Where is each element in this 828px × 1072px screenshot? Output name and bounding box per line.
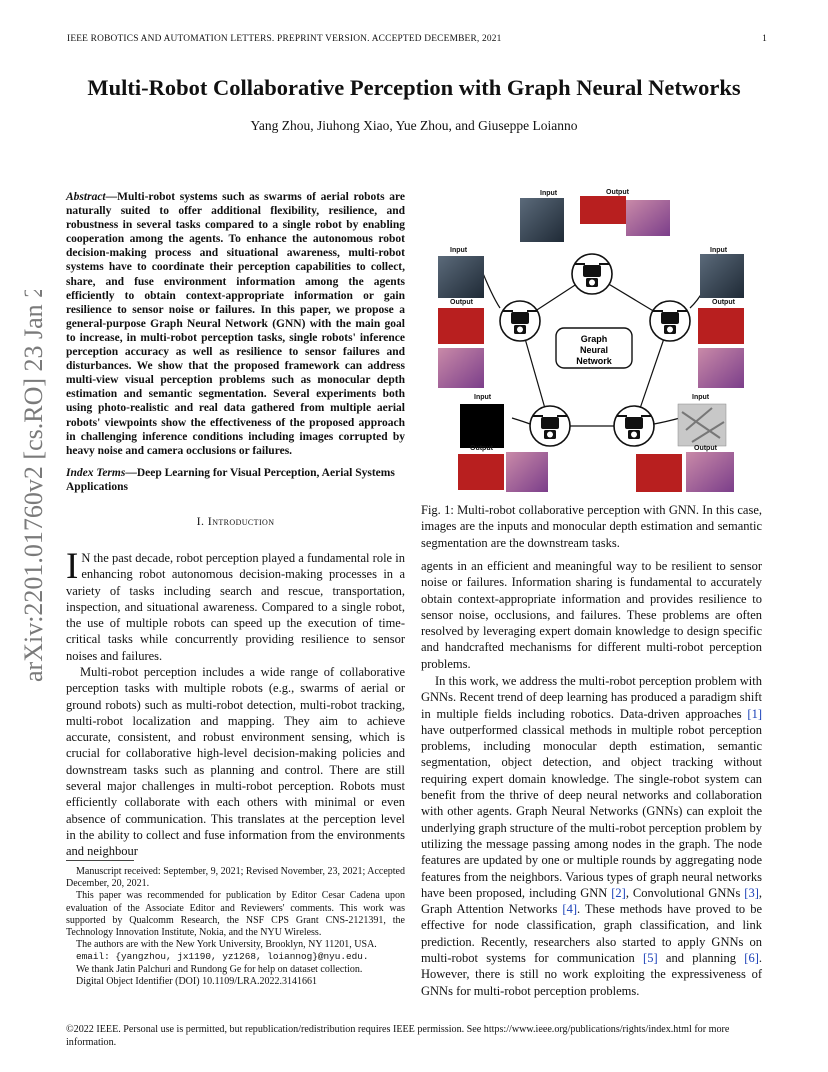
intro-p1-text: N the past decade, robot perception played a fundamental role in enhancing robot autonomous decision-making processes in a variety of tasks including search and rescue, transportation, inspection, and situational awareness. Compared to a single robot, the use of multiple robots can speed up the execution of time-critical tasks while concurrently providing resilience to sensor noises and failures. bbox=[66, 551, 405, 663]
citation-link-4[interactable]: [4] bbox=[562, 902, 577, 917]
gnn-label-line3: Network bbox=[576, 356, 612, 366]
rp2-d: , Graph Attention Networks bbox=[421, 885, 762, 917]
footnote-thanks: We thank Jatin Palchuri and Rundong Ge for help on dataset collection. bbox=[76, 963, 363, 975]
rp2-g: . However, there is still no work exploiting the expressiveness of GNNs for multi-robot perception problems. bbox=[421, 951, 762, 998]
seg-output-bottom-left bbox=[506, 452, 548, 492]
footnote-doi: Digital Object Identifier (DOI) 10.1109/LRA.2022.3141661 bbox=[76, 975, 317, 987]
depth-output-bottom-right bbox=[636, 454, 682, 492]
footnote-editor: This paper was recommended for publication by Editor Cesar Cadena upon evaluation of the Associate Editor and Reviewers' comments. This work was supported by Qualcomm Research, the NSF CPS Grant CNS-2121391, the Technology Innovation Institute, Nokia, and the NYU Wireless. bbox=[66, 890, 405, 939]
rp2-e: . These methods have proved to be effective for node classification, graph classification, and link prediction. Recently, researchers also started to apply GNNs on multi-robot systems for communication bbox=[421, 902, 762, 966]
seg-output-right bbox=[698, 348, 744, 388]
label-input-top: Input bbox=[540, 190, 558, 197]
footnote-rule bbox=[66, 860, 134, 861]
drone-node-bottom-left bbox=[530, 406, 570, 446]
gnn-label-line1: Graph bbox=[580, 334, 608, 344]
label-output-bottom-left: Output bbox=[470, 445, 493, 452]
depth-output-top bbox=[580, 196, 626, 224]
label-input-bottom-left: Input bbox=[474, 394, 492, 401]
abstract-label: Abstract bbox=[66, 191, 106, 203]
paper-title: Multi-Robot Collaborative Perception with Graph Neural Networks bbox=[87, 75, 741, 100]
citation-link-6[interactable]: [6] bbox=[744, 951, 759, 966]
rp2-b: have outperformed classical methods in multiple robot perception problems, including monocular depth estimation, semantic segmentation, object detection, and object tracking without requiring expert domain knowledge. The single-robot system can benefit from the thrive of deep neural networks and collaboration with other agents. Graph Neural Networks (GNNs) can exploit the underlying graph structure of the multi-robot perception problem by utilizing the message passing among nodes in the graph. The node features are updated by one or multiple rounds by aggregating node features from the neighbors. Various types of graph neural networks have been proposed, including GNN bbox=[421, 722, 762, 900]
footnotes bbox=[66, 866, 405, 988]
drop-cap: I bbox=[66, 546, 79, 587]
drone-node-right bbox=[650, 301, 690, 341]
depth-output-left bbox=[438, 308, 484, 344]
arxiv-stamp-text: arXiv:2201.01760v2 [cs.RO] 23 Jan 2022 bbox=[19, 290, 48, 682]
copyright-notice: ©2022 IEEE. Personal use is permitted, but republication/redistribution requires IEEE permission. See https://www.ieee.org/publications/rights/index.html for more information. bbox=[66, 1024, 730, 1048]
footnote-email: email: {yangzhou, jx1190, yz1268, loiannog}@nyu.edu. bbox=[76, 951, 369, 963]
index-terms bbox=[66, 466, 405, 494]
input-image-top bbox=[520, 198, 564, 242]
rp2-f: and planning bbox=[657, 951, 745, 966]
figure-1 bbox=[430, 186, 766, 494]
label-output-top: Output bbox=[606, 189, 629, 196]
paper-authors: Yang Zhou, Jiuhong Xiao, Yue Zhou, and Giuseppe Loianno bbox=[250, 118, 578, 133]
right-paragraph-2 bbox=[421, 673, 762, 999]
citation-link-2[interactable]: [2] bbox=[611, 885, 626, 900]
footnote-affiliation: The authors are with the New York University, Brooklyn, NY 11201, USA. bbox=[76, 939, 377, 951]
drone-node-left bbox=[500, 301, 540, 341]
running-head-text: IEEE ROBOTICS AND AUTOMATION LETTERS. PREPRINT VERSION. ACCEPTED DECEMBER, 2021 bbox=[67, 34, 502, 44]
seg-output-bottom-right bbox=[686, 452, 734, 492]
running-header bbox=[67, 34, 767, 44]
drone-node-bottom-right bbox=[614, 406, 654, 446]
index-terms-text: —Deep Learning for Visual Perception, Aerial Systems Applications bbox=[66, 467, 395, 494]
figure-caption: Fig. 1: Multi-robot collaborative perception with GNN. In this case, images are the inputs and monocular depth estimation and semantic segmentation are the downstream tasks. bbox=[421, 503, 762, 550]
label-output-right: Output bbox=[712, 299, 735, 306]
right-paragraph-1: agents in an efficient and meaningful way to be resilient to sensor noise or failures. Information sharing is fundamental to accurately obtain context-appropriate information and provides resilience to sensor noise, occlusions, and failures. These problems are often resolved by leveraging expert domain knowledge to design specific and handcrafted mechanisms for different multi-robot perception problems. bbox=[421, 559, 762, 671]
abstract bbox=[66, 190, 405, 458]
gnn-label-line2: Neural bbox=[579, 345, 609, 355]
citation-link-5[interactable]: [5] bbox=[643, 951, 658, 966]
intro-paragraph-2: Multi-robot perception includes a wide range of collaborative perception tasks with multiple robots (e.g., swarms of aerial or ground robots) such as multi-robot detection, multi-robot tracking, multi-robot localization and mapping. They aim to achieve accurate, consistent, and robust environment sensing, which is crucial for collaborative high-level decision-making policies and downstream tasks such as planning and control. There are still several major challenges in multi-robot perception. Robots must efficiently collaborate with each others with minimal or even absence of communication. This translates at the perception level in the ability to collect and fuse information from the environments and neighbour bbox=[66, 665, 405, 859]
rp2-c: , Convolutional GNNs bbox=[625, 885, 745, 900]
seg-output-top bbox=[626, 200, 670, 236]
label-output-bottom-right: Output bbox=[694, 445, 717, 452]
label-input-left: Input bbox=[450, 247, 468, 254]
label-input-bottom-right: Input bbox=[692, 394, 710, 401]
figure-1-graphic bbox=[430, 186, 766, 494]
drone-node-top bbox=[572, 254, 612, 294]
input-image-bottom-left bbox=[460, 404, 504, 448]
input-image-left bbox=[438, 256, 484, 298]
depth-output-right bbox=[698, 308, 744, 344]
page-number: 1 bbox=[762, 34, 767, 44]
citation-link-1[interactable]: [1] bbox=[747, 706, 762, 721]
label-input-right: Input bbox=[710, 247, 728, 254]
input-image-right bbox=[700, 254, 744, 298]
abstract-text: —Multi-robot systems such as swarms of aerial robots are naturally suited to offer additional flexibility, resilience, and robustness in several tasks compared to a single robot by enabling cooperation among the agents. To enhance the autonomous robot decision-making process and situational awareness, multi-robot systems have to coordinate their perception capabilities to collect, share, and fuse environment information among the agents efficiently to obtain context-appropriate information or gain resilience to sensor noise or failures. In this paper, we propose a general-purpose Graph Neural Network (GNN) with the main goal to increase, in multi-robot perception tasks, single robots' inference perception accuracy as well as resilience to sensor failures and disturbances. We show that the proposed framework can address multi-view visual perception problems such as monocular depth estimation and semantic segmentation. Several experiments both using photo-realistic and real data gathered from multiple aerial robots' viewpoints show the effectiveness of the proposed approach in challenging inference conditions including images corrupted by heavy noise and camera occlusions or failures. bbox=[66, 191, 405, 457]
section-heading: I. Introduction bbox=[196, 514, 275, 528]
intro-paragraph-1 bbox=[66, 546, 405, 664]
index-terms-label: Index Terms bbox=[66, 467, 126, 479]
footnote-received: Manuscript received: September, 9, 2021; Revised November, 23, 2021; Accepted December, 20, 2021. bbox=[66, 866, 405, 890]
depth-output-bottom-left bbox=[458, 454, 504, 490]
seg-output-left bbox=[438, 348, 484, 388]
label-output-left: Output bbox=[450, 299, 473, 306]
arxiv-stamp bbox=[2, 290, 58, 690]
citation-link-3[interactable]: [3] bbox=[744, 885, 759, 900]
rp2-a: In this work, we address the multi-robot perception problem with GNNs. Recent trend of deep learning has produced a paradigm shift in multiple fields including robotics. Data-driven approaches bbox=[421, 674, 762, 721]
